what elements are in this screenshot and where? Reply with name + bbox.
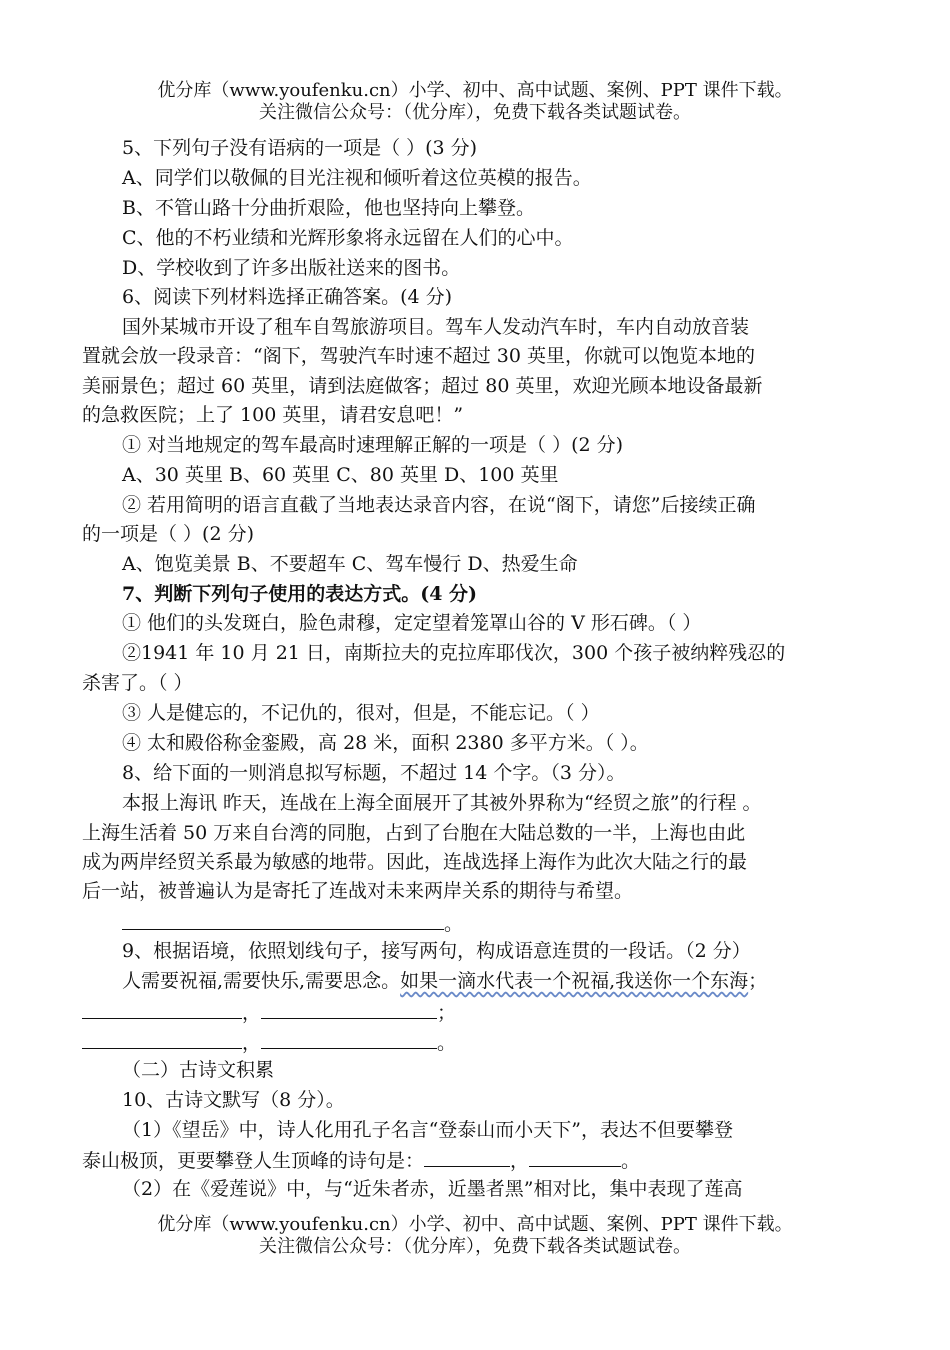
q10-sub-2: （2）在《爱莲说》中，与“近朱者赤，近墨者黑”相对比，集中表现了莲高 xyxy=(122,1178,743,1200)
q5-option-c: C、他的不朽业绩和光辉形象将永远留在人们的心中。 xyxy=(122,227,574,249)
q9-lead-end: ； xyxy=(748,970,768,992)
q7-sub-3: ③ 人是健忘的，不记仇的，很对，但是，不能忘记。（ ） xyxy=(122,702,600,724)
q6-sub-2-options: A、饱览美景 B、不要超车 C、驾车慢行 D、热爱生命 xyxy=(122,553,578,575)
q9-period: 。 xyxy=(437,1032,457,1054)
q8-end-mark: 。 xyxy=(444,913,464,935)
header-line-1: 优分库（www.youfenku.cn）小学、初中、高中试题、案例、PPT 课件下载。 xyxy=(157,80,793,101)
footer-line-2: 关注微信公众号：（优分库），免费下载各类试题试卷。 xyxy=(259,1236,691,1257)
q10-sub-1-line-1: （1）《望岳》中，诗人化用孔子名言“登泰山而小天下”，表达不但要攀登 xyxy=(122,1119,734,1141)
q7-stem: 7、判断下列句子使用的表达方式。(4 分) xyxy=(122,583,478,605)
q9-lead-text: 人需要祝福,需要快乐,需要思念。 xyxy=(122,970,401,992)
q5-stem: 5、下列句子没有语病的一项是（ ）(3 分) xyxy=(122,137,478,159)
q8-stem: 8、给下面的一则消息拟写标题，不超过 14 个字。（3 分）。 xyxy=(122,762,626,784)
q9-blank-3[interactable] xyxy=(82,1028,242,1049)
q8-passage-line-2: 上海生活着 50 万来自台湾的同胞，占到了台胞在大陆总数的一半，上海也由此 xyxy=(82,822,746,844)
q10-blank-1[interactable] xyxy=(424,1146,510,1167)
q9-comma-1: ， xyxy=(242,1002,262,1024)
q7-sub-4: ④ 太和殿俗称金銮殿，高 28 米，面积 2380 多平方米。（ ）。 xyxy=(122,732,649,754)
q9-lead xyxy=(122,967,792,995)
q6-sub-1-options: A、30 英里 B、60 英里 C、80 英里 D、100 英里 xyxy=(122,464,559,486)
q9-blank-2[interactable] xyxy=(261,998,437,1019)
q9-answer-line-1[interactable] xyxy=(82,998,792,1027)
q8-passage-line-1: 本报上海讯 昨天，连战在上海全面展开了其被外界称为“经贸之旅”的行程 。 xyxy=(122,792,762,814)
q6-passage-line-1: 国外某城市开设了租车自驾旅游项目。驾车人发动汽车时，车内自动放音装 xyxy=(122,316,750,338)
q10-comma: ， xyxy=(510,1150,530,1172)
q9-underlined-sentence: 如果一滴水代表一个祝福,我送你一个东海 xyxy=(400,970,749,992)
q10-sub-1-line-2[interactable] xyxy=(82,1146,792,1175)
header-line-2: 关注微信公众号：（优分库），免费下载各类试题试卷。 xyxy=(259,102,691,123)
q9-blank-1[interactable] xyxy=(82,998,242,1019)
q9-blank-4[interactable] xyxy=(261,1028,437,1049)
q6-sub-1: ① 对当地规定的驾车最高时速理解正解的一项是（ ）(2 分) xyxy=(122,434,624,456)
q10-sub-1-text: 泰山极顶，更要攀登人生顶峰的诗句是： xyxy=(82,1150,425,1172)
q6-sub-2-line-1: ② 若用简明的语言直截了当地表达录音内容，在说“阁下，请您”后接续正确 xyxy=(122,494,756,516)
q5-option-d: D、学校收到了许多出版社送来的图书。 xyxy=(122,257,461,279)
q9-answer-line-2[interactable] xyxy=(82,1028,792,1057)
q9-comma-2: ， xyxy=(242,1032,262,1054)
q8-passage-line-3: 成为两岸经贸关系最为敏感的地带。因此，连战选择上海作为此次大陆之行的最 xyxy=(82,851,748,873)
q6-stem: 6、阅读下列材料选择正确答案。(4 分) xyxy=(122,286,453,308)
q10-blank-2[interactable] xyxy=(529,1146,621,1167)
q6-passage-line-4: 的急救医院；上了 100 英里，请君安息吧！” xyxy=(82,404,464,426)
q8-answer-line[interactable] xyxy=(122,909,792,938)
q6-passage-line-3: 美丽景色；超过 60 英里，请到法庭做客；超过 80 英里，欢迎光顾本地设备最新 xyxy=(82,375,763,397)
section-title-ancient-poetry: （二）古诗文积累 xyxy=(122,1059,275,1081)
q8-title-blank[interactable] xyxy=(122,909,444,930)
q6-passage-line-2: 置就会放一段录音：“阁下，驾驶汽车时速不超过 30 英里，你就可以饱览本地的 xyxy=(82,345,755,367)
q7-sub-2-line-1: ②1941 年 10 月 21 日，南斯拉夫的克拉库耶伐次，300 个孩子被纳粹残忍的 xyxy=(122,642,786,664)
q9-stem: 9、根据语境，依照划线句子，接写两句，构成语意连贯的一段话。（2 分） xyxy=(122,940,751,962)
q7-sub-1: ① 他们的头发斑白，脸色肃穆，定定望着笼罩山谷的 V 形石碑。（ ） xyxy=(122,612,702,634)
q6-sub-2-line-2: 的一项是（ ）(2 分) xyxy=(82,523,254,545)
footer-line-1: 优分库（www.youfenku.cn）小学、初中、高中试题、案例、PPT 课件下载。 xyxy=(157,1214,793,1235)
q5-option-a: A、同学们以敬佩的目光注视和倾听着这位英模的报告。 xyxy=(122,167,592,189)
q9-semicolon: ； xyxy=(437,1002,457,1024)
q10-period: 。 xyxy=(621,1150,641,1172)
q10-stem: 10、古诗文默写（8 分）。 xyxy=(122,1089,345,1111)
q7-sub-2-line-2: 杀害了。（ ） xyxy=(82,672,193,694)
q8-passage-line-4: 后一站，被普遍认为是寄托了连战对未来两岸关系的期待与希望。 xyxy=(82,880,634,902)
q5-option-b: B、不管山路十分曲折艰险，他也坚持向上攀登。 xyxy=(122,197,535,219)
